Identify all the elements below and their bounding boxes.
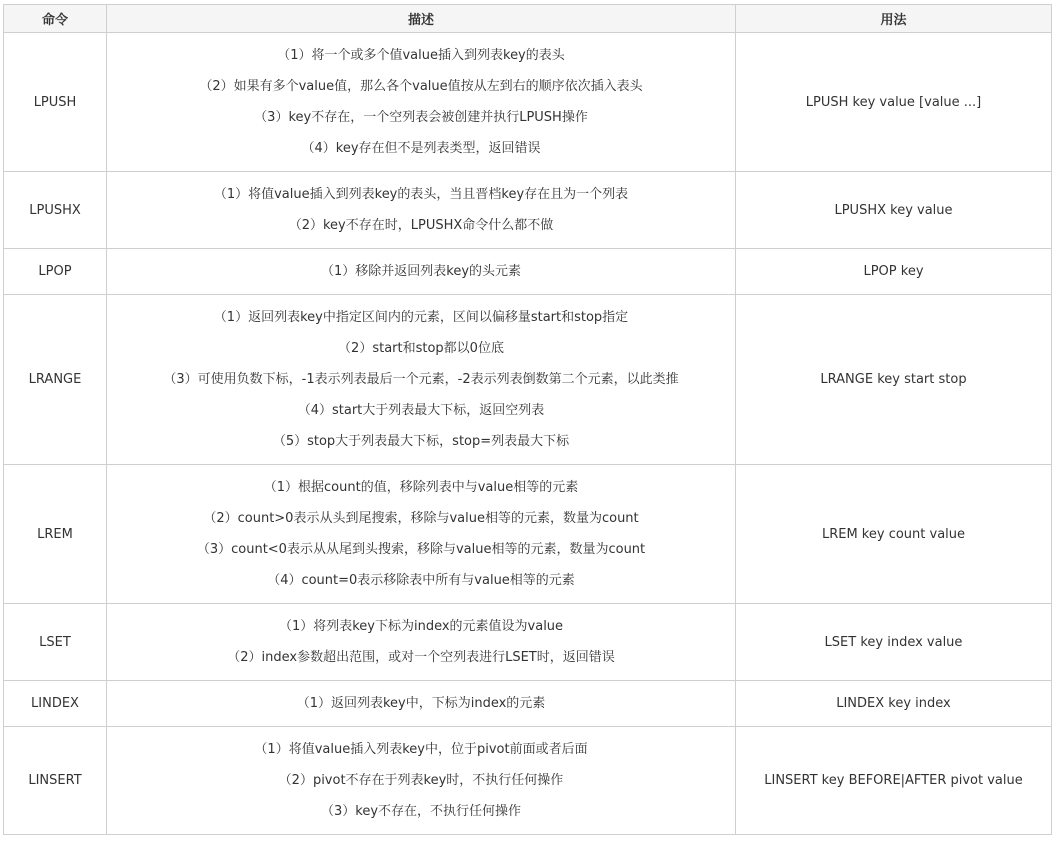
header-usage: 用法	[736, 5, 1052, 33]
description-cell	[107, 33, 736, 172]
command-cell: LPUSHX	[4, 172, 107, 249]
usage-cell: LSET key index value	[736, 604, 1052, 681]
usage-cell: LPUSHX key value	[736, 172, 1052, 249]
table-header-row	[4, 5, 1052, 33]
description-line: （2）index参数超出范围，或对一个空列表进行LSET时，返回错误	[227, 650, 615, 665]
command-cell: LINDEX	[4, 681, 107, 727]
description-line: （4）count=0表示移除表中所有与value相等的元素	[267, 573, 575, 588]
description-line: （4）start大于列表最大下标，返回空列表	[297, 403, 545, 418]
command-cell: LPUSH	[4, 33, 107, 172]
table-row	[4, 681, 1052, 727]
description-line: （2）pivot不存在于列表key时，不执行任何操作	[278, 773, 564, 788]
description-line: （1）将值value插入到列表key的表头，当且晋档key存在且为一个列表	[213, 187, 629, 202]
usage-cell: LRANGE key start stop	[736, 295, 1052, 465]
description-line: （3）可使用负数下标，-1表示列表最后一个元素，-2表示列表倒数第二个元素，以此类推	[163, 372, 679, 387]
usage-cell: LPUSH key value [value ...]	[736, 33, 1052, 172]
description-cell	[107, 465, 736, 604]
command-cell: LRANGE	[4, 295, 107, 465]
command-cell: LREM	[4, 465, 107, 604]
description-line: （1）将列表key下标为index的元素值设为value	[278, 619, 564, 634]
description-cell	[107, 172, 736, 249]
description-line: （3）key不存在，不执行任何操作	[320, 804, 522, 819]
description-line: （4）key存在但不是列表类型，返回错误	[301, 141, 541, 156]
header-command: 命令	[4, 5, 107, 33]
usage-cell: LPOP key	[736, 249, 1052, 295]
description-line: （1）将一个或多个值value插入到列表key的表头	[277, 48, 565, 63]
table-row	[4, 33, 1052, 172]
table-row	[4, 465, 1052, 604]
description-line: （1）根据count的值，移除列表中与value相等的元素	[263, 480, 579, 495]
description-line: （5）stop大于列表最大下标，stop=列表最大下标	[272, 434, 570, 449]
description-line: （2）key不存在时，LPUSHX命令什么都不做	[288, 218, 554, 233]
description-cell	[107, 295, 736, 465]
description-line: （1）将值value插入列表key中，位于pivot前面或者后面	[254, 742, 588, 757]
usage-cell: LINDEX key index	[736, 681, 1052, 727]
description-line: （3）key不存在，一个空列表会被创建并执行LPUSH操作	[254, 110, 588, 125]
description-line: （2）start和stop都以0位底	[338, 341, 504, 356]
description-line: （2）count>0表示从头到尾搜索，移除与value相等的元素，数量为count	[203, 511, 639, 526]
table-row	[4, 172, 1052, 249]
table-row	[4, 727, 1052, 835]
command-cell: LPOP	[4, 249, 107, 295]
description-line: （1）移除并返回列表key的头元素	[320, 264, 522, 279]
command-cell: LINSERT	[4, 727, 107, 835]
header-description: 描述	[107, 5, 736, 33]
description-cell	[107, 727, 736, 835]
description-cell	[107, 681, 736, 727]
description-line: （3）count<0表示从从尾到头搜索，移除与value相等的元素，数量为count	[196, 542, 646, 557]
description-line: （2）如果有多个value值，那么各个value值按从左到右的顺序依次插入表头	[199, 79, 643, 94]
description-cell	[107, 249, 736, 295]
command-cell: LSET	[4, 604, 107, 681]
table-row	[4, 249, 1052, 295]
redis-list-commands-table	[3, 4, 1052, 835]
table-row	[4, 295, 1052, 465]
description-line: （1）返回列表key中，下标为index的元素	[296, 696, 546, 711]
usage-cell: LINSERT key BEFORE|AFTER pivot value	[736, 727, 1052, 835]
description-cell	[107, 604, 736, 681]
usage-cell: LREM key count value	[736, 465, 1052, 604]
table-row	[4, 604, 1052, 681]
description-line: （1）返回列表key中指定区间内的元素，区间以偏移量start和stop指定	[213, 310, 629, 325]
